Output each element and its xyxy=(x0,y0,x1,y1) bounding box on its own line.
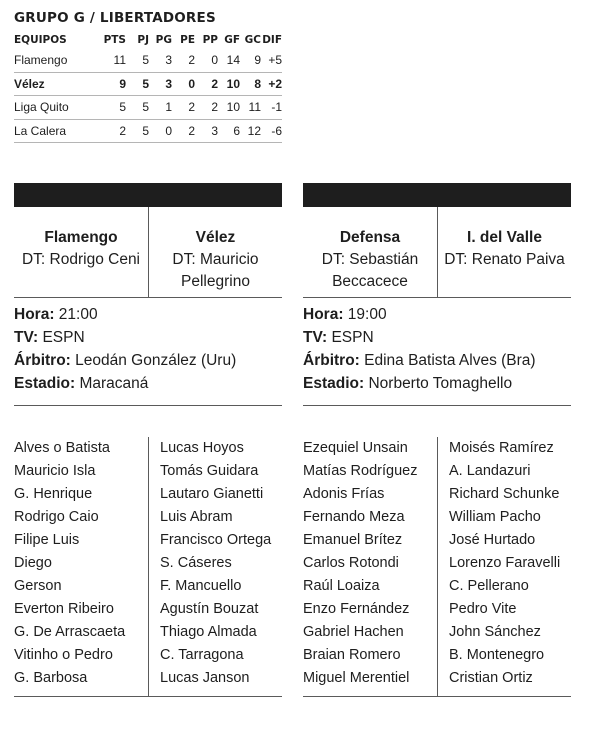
list-item: Cristian Ortiz xyxy=(449,670,533,686)
team-name: Flamengo xyxy=(14,49,90,72)
cell-pp: 2 xyxy=(195,72,218,96)
label: TV: xyxy=(14,329,39,346)
cell-pg: 0 xyxy=(149,119,172,143)
away-team xyxy=(437,207,571,297)
col-header-dif: DIF xyxy=(262,33,282,46)
cell-gc: 8 xyxy=(240,72,261,96)
list-item: Alves o Batista xyxy=(14,440,110,456)
value: 19:00 xyxy=(347,306,387,323)
value: Norberto Tomaghello xyxy=(368,375,513,392)
standings-header-row xyxy=(14,30,282,49)
lineups xyxy=(303,406,571,697)
lineups xyxy=(14,406,282,697)
list-item: Fernando Meza xyxy=(303,509,405,525)
card-header-bar xyxy=(303,183,571,207)
home-team-name: Defensa xyxy=(339,229,401,246)
list-item: Lorenzo Faravelli xyxy=(449,555,561,571)
match-teams xyxy=(303,207,571,298)
team-name: La Calera xyxy=(14,119,90,143)
list-item: Diego xyxy=(14,555,52,571)
cell-pp: 0 xyxy=(195,49,218,72)
cell-pj: 5 xyxy=(126,72,149,96)
label: Hora: xyxy=(303,306,344,323)
match-tv xyxy=(14,326,282,349)
list-item: Moisés Ramírez xyxy=(449,440,554,456)
list-item: Lucas Janson xyxy=(160,670,250,686)
label: Árbitro: xyxy=(303,352,360,369)
col-header-gc: GC xyxy=(244,33,261,46)
match-card-flamengo-velez xyxy=(14,183,282,697)
home-team xyxy=(303,207,437,297)
home-team-coach: DT: Rodrigo Ceni xyxy=(21,251,141,268)
label: TV: xyxy=(303,329,328,346)
list-item: S. Cáseres xyxy=(160,555,232,571)
home-lineup xyxy=(14,437,148,696)
label: Hora: xyxy=(14,306,55,323)
list-item: José Hurtado xyxy=(449,532,536,548)
cell-pe: 2 xyxy=(172,49,195,72)
cell-pts: 11 xyxy=(90,49,126,72)
list-item: Carlos Rotondi xyxy=(303,555,399,571)
away-team-coach: DT: Mauricio Pellegrino xyxy=(172,251,259,290)
list-item: William Pacho xyxy=(449,509,541,525)
cell-gc: 11 xyxy=(240,96,261,120)
away-team-name: Vélez xyxy=(195,229,236,246)
cell-dif: -1 xyxy=(261,96,282,120)
list-item: Enzo Fernández xyxy=(303,601,410,617)
list-item: Ezequiel Unsain xyxy=(303,440,408,456)
col-header-gf: GF xyxy=(224,33,240,46)
cell-dif: +5 xyxy=(261,49,282,72)
list-item: G. Barbosa xyxy=(14,670,88,686)
label: Árbitro: xyxy=(14,352,71,369)
cell-pts: 2 xyxy=(90,119,126,143)
col-header-pg: PG xyxy=(155,33,172,46)
list-item: Miguel Merentiel xyxy=(303,670,410,686)
list-item: Francisco Ortega xyxy=(160,532,272,548)
card-header-bar xyxy=(14,183,282,207)
col-header-pj: PJ xyxy=(137,33,149,46)
label: Estadio: xyxy=(303,375,365,392)
list-item: Luis Abram xyxy=(160,509,233,525)
value: 21:00 xyxy=(58,306,98,323)
standings xyxy=(14,8,282,143)
match-referee xyxy=(303,349,571,372)
list-item: Emanuel Brítez xyxy=(303,532,403,548)
list-item: B. Montenegro xyxy=(449,647,545,663)
match-referee xyxy=(14,349,282,372)
cell-pp: 3 xyxy=(195,119,218,143)
cell-gc: 12 xyxy=(240,119,261,143)
list-item: Everton Ribeiro xyxy=(14,601,114,617)
cell-pg: 3 xyxy=(149,49,172,72)
table-row xyxy=(14,49,282,72)
list-item: Thiago Almada xyxy=(160,624,257,640)
match-info xyxy=(14,298,282,406)
list-item: Lautaro Gianetti xyxy=(160,486,264,502)
value: Maracaná xyxy=(79,375,149,392)
match-time xyxy=(14,303,282,326)
cell-pts: 5 xyxy=(90,96,126,120)
list-item: Gabriel Hachen xyxy=(303,624,404,640)
col-header-equipos: EQUIPOS xyxy=(14,33,67,46)
home-team-coach: DT: Sebastián Beccacece xyxy=(321,251,419,290)
match-stadium xyxy=(303,372,571,395)
cell-pe: 2 xyxy=(172,119,195,143)
match-info xyxy=(303,298,571,406)
cell-gc: 9 xyxy=(240,49,261,72)
list-item: Vitinho o Pedro xyxy=(14,647,113,663)
away-team-coach: DT: Renato Paiva xyxy=(444,251,565,268)
match-stadium xyxy=(14,372,282,395)
standings-title: GRUPO G / LIBERTADORES xyxy=(14,10,216,26)
list-item: Pedro Vite xyxy=(449,601,517,617)
cell-gf: 10 xyxy=(218,96,240,120)
match-card-defensa-idelvalle xyxy=(303,183,571,697)
cell-pg: 3 xyxy=(149,72,172,96)
value: Leodán González (Uru) xyxy=(75,352,237,369)
list-item: Rodrigo Caio xyxy=(14,509,99,525)
list-item: G. Henrique xyxy=(14,486,93,502)
table-row xyxy=(14,96,282,120)
label: Estadio: xyxy=(14,375,76,392)
table-row xyxy=(14,119,282,143)
list-item: Richard Schunke xyxy=(449,486,560,502)
list-item: Gerson xyxy=(14,578,62,594)
list-item: Tomás Guidara xyxy=(160,463,259,479)
list-item: Adonis Frías xyxy=(303,486,385,502)
cell-dif: -6 xyxy=(261,119,282,143)
cell-pj: 5 xyxy=(126,119,149,143)
away-team xyxy=(148,207,282,297)
away-lineup xyxy=(437,437,571,696)
value: Edina Batista Alves (Bra) xyxy=(364,352,536,369)
away-lineup xyxy=(148,437,282,696)
team-name: Vélez xyxy=(14,72,90,96)
home-lineup xyxy=(303,437,437,696)
list-item: A. Landazuri xyxy=(449,463,531,479)
list-item: Agustín Bouzat xyxy=(160,601,259,617)
list-item: Lucas Hoyos xyxy=(160,440,244,456)
list-item: C. Tarragona xyxy=(160,647,244,663)
list-item: Matías Rodríguez xyxy=(303,463,418,479)
match-tv xyxy=(303,326,571,349)
table-row xyxy=(14,72,282,96)
cell-gf: 10 xyxy=(218,72,240,96)
home-team-name: Flamengo xyxy=(44,229,118,246)
standings-table xyxy=(14,30,282,143)
cell-pe: 2 xyxy=(172,96,195,120)
list-item: F. Mancuello xyxy=(160,578,242,594)
col-header-pp: PP xyxy=(202,33,218,46)
match-time xyxy=(303,303,571,326)
col-header-pts: PTS xyxy=(103,33,126,46)
list-item: Braian Romero xyxy=(303,647,401,663)
cell-pj: 5 xyxy=(126,96,149,120)
list-item: C. Pellerano xyxy=(449,578,529,594)
cell-pj: 5 xyxy=(126,49,149,72)
list-item: John Sánchez xyxy=(449,624,541,640)
home-team xyxy=(14,207,148,297)
cell-pg: 1 xyxy=(149,96,172,120)
cell-pe: 0 xyxy=(172,72,195,96)
value: ESPN xyxy=(42,329,85,346)
cell-gf: 6 xyxy=(218,119,240,143)
cell-gf: 14 xyxy=(218,49,240,72)
away-team-name: I. del Valle xyxy=(467,229,542,246)
team-name: Liga Quito xyxy=(14,96,90,120)
cell-dif: +2 xyxy=(261,72,282,96)
col-header-pe: PE xyxy=(180,33,195,46)
cell-pp: 2 xyxy=(195,96,218,120)
list-item: Mauricio Isla xyxy=(14,463,96,479)
cell-pts: 9 xyxy=(90,72,126,96)
list-item: Filipe Luis xyxy=(14,532,80,548)
match-teams xyxy=(14,207,282,298)
list-item: G. De Arrascaeta xyxy=(14,624,126,640)
value: ESPN xyxy=(331,329,374,346)
list-item: Raúl Loaiza xyxy=(303,578,380,594)
